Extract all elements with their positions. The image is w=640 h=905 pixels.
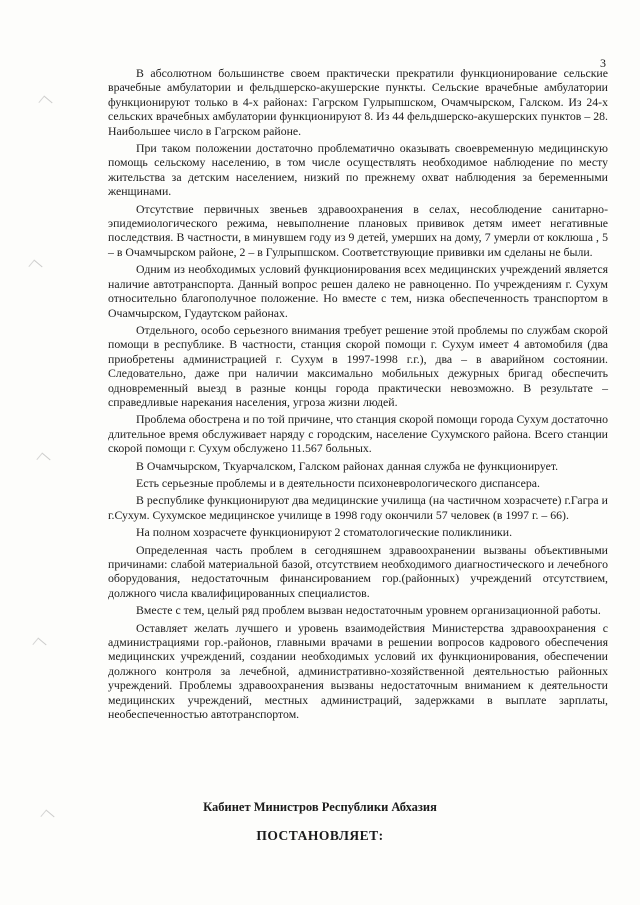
scan-mark (28, 260, 42, 274)
page-number: 3 (600, 56, 606, 70)
cabinet-heading: Кабинет Министров Республики Абхазия (203, 800, 437, 814)
paragraph: Есть серьезные проблемы и в деятельности психоневрологического диспансера. (136, 475, 540, 490)
paragraph: На полном хозрасчете функционируют 2 стоматологические поликлиники. (136, 525, 513, 540)
paragraph: В республике функционируют два медицинские училища (на частичном хозрасчете) г.Гагра и г.Сухум. Сухумское медицинское училище в 1998 году окончили 57 человек (в 1997 г. – 66). (108, 493, 608, 522)
paragraph: В абсолютном большинстве своем практически прекратили функционирование сельские врачебные амбулатории и фельдшерско-акушерские пункты. Сельские врачебные амбулатории функционируют только в 4-х районах: Гагрском Гулрыпшском, Очамчырском, Галском. Из 24-х сельских врачебных амбулатории функционируют 8. Из 44 фельдшерско-акушерских пунктов – 28. Наибольшее число в Гагрском районе. (108, 66, 608, 138)
paragraph: При таком положении достаточно проблематично оказывать своевременную медицинскую помощь сельскому населению, в том числе осуществлять необходимое наблюдение по месту жительства за детским населением, низкий по прежнему охват наблюдения за беременными женщинами. (108, 141, 608, 199)
paragraph: Одним из необходимых условий функционирования всех медицинских учреждений является наличие автотранспорта. Данный вопрос решен далеко не равноценно. По учреждениям г. Сухум относительно благополучное положение. Но вместе с тем, низка обеспеченность транспортом в Очамчырском, Гудаутском районах. (108, 262, 608, 320)
document-body (108, 66, 608, 724)
paragraph: Оставляет желать лучшего и уровень взаимодействия Министерства здравоохранения с администрациями гор.-районов, главными врачами в решении вопросов кадрового обеспечения медицинских учреждений, создании необходимых условий их функционирования, обеспечении должного контроля за лечебной, административно-хозяйственной деятельностью районных учреждений. Проблемы здравоохранения вызваны недостаточным вниманием к деятельности медицинских учреждений, местных администраций, задержками в выплате зарплаты, необеспеченностью автотранспортом. (108, 620, 608, 722)
paragraph: В Очамчырском, Ткуарчалском, Галском районах данная служба не функционирует. (136, 458, 559, 473)
scan-mark (38, 96, 52, 110)
scan-mark (32, 638, 46, 652)
decree-heading: ПОСТАНОВЛЯЕТ: (256, 828, 384, 843)
scan-mark (36, 453, 50, 467)
paragraph: Вместе с тем, целый ряд проблем вызван недостаточным уровнем организационной работы. (136, 603, 601, 618)
paragraph: Проблема обострена и по той причине, что станция скорой помощи города Сухум достаточно длительное время обслуживает наряду с городским, население Сухумского района. Всего станции скорой помощи г. Сухум обслужено 11.567 больных. (108, 412, 608, 456)
paragraph: Определенная часть проблем в сегодняшнем здравоохранении вызваны объективными причинами: слабой материальной базой, отсутствием необходимого диагностического и лечебного оборудования, недостаточным финансированием гор.(районных) учреждений отсутствием, должного числа квалифицированных специалистов. (108, 542, 608, 600)
paragraph: Отсутствие первичных звеньев здравоохранения в селах, несоблюдение санитарно-эпидемиологического режима, невыполнение плановых прививок детям имеет негативные последствия. В частности, в минувшем году из 9 детей, умерших на дому, 7 умерли от коклюша , 5 – в Очамчырском районе, 2 – в Гулрыпшском. Соответствующие прививки им сделаны не были. (108, 201, 608, 259)
paragraph: Отдельного, особо серьезного внимания требует решение этой проблемы по службам скорой помощи в республике. В частности, станция скорой помощи г. Сухум имеет 4 автомобиля (два приобретены администрацией г. Сухум в 1997-1998 г.г.), два – в аварийном состоянии. Следовательно, даже при наличии максимально мобильных дежурных бригад обеспечить одновременный выезд в разные концы города практически невозможно. В результате – справедливые нарекания населения, угроза жизни людей. (108, 322, 608, 409)
